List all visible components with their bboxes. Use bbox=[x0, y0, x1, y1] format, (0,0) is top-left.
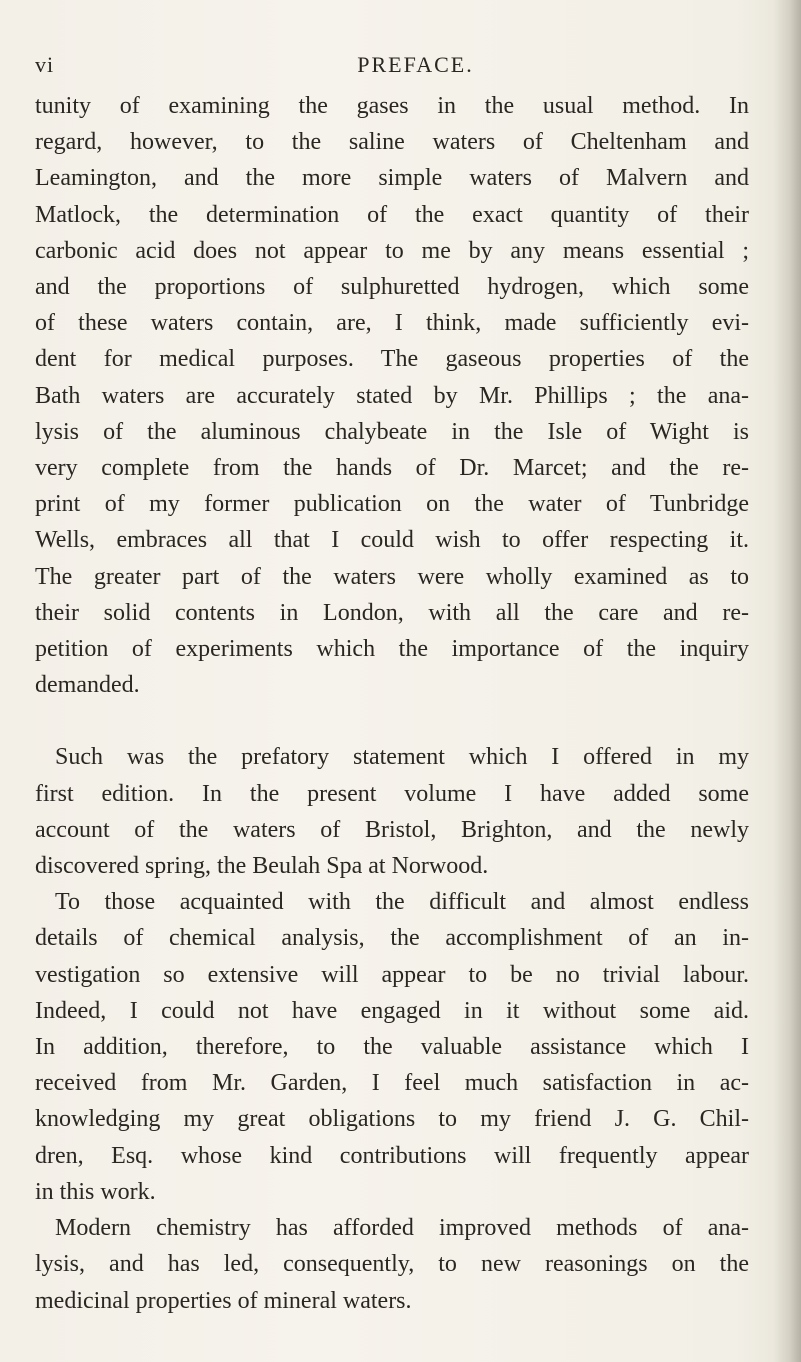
text-line: Modern chemistry has afforded improved methods of ana- bbox=[55, 1215, 749, 1242]
paragraph bbox=[35, 88, 749, 703]
text-line: account of the waters of Bristol, Brighton, and the newly bbox=[35, 816, 749, 843]
text-line: details of chemical analysis, the accomplishment of an in- bbox=[35, 925, 749, 952]
text-line: regard, however, to the saline waters of Cheltenham and bbox=[35, 129, 749, 156]
text-line: and the proportions of sulphuretted hydrogen, which some bbox=[35, 274, 749, 301]
text-line: in this work. bbox=[35, 1178, 156, 1205]
paragraph bbox=[35, 739, 749, 884]
body-text bbox=[35, 88, 749, 1319]
text-line: received from Mr. Garden, I feel much satisfaction in ac- bbox=[35, 1070, 749, 1097]
text-line: medicinal properties of mineral waters. bbox=[35, 1287, 412, 1314]
text-line: Leamington, and the more simple waters of Malvern and bbox=[35, 165, 749, 192]
paragraph bbox=[35, 884, 749, 1210]
running-head: PREFACE. bbox=[357, 52, 474, 77]
text-line: In addition, therefore, to the valuable assistance which I bbox=[35, 1034, 749, 1061]
page-number: vi bbox=[35, 52, 55, 77]
text-line: lysis of the aluminous chalybeate in the Isle of Wight is bbox=[35, 418, 749, 445]
text-line: carbonic acid does not appear to me by any means essential ; bbox=[35, 237, 749, 264]
text-line: first edition. In the present volume I have added some bbox=[35, 780, 749, 807]
page-header bbox=[0, 52, 801, 82]
text-line: very complete from the hands of Dr. Marcet; and the re- bbox=[35, 455, 749, 482]
paragraph bbox=[35, 1210, 749, 1319]
text-line: petition of experiments which the importance of the inquiry bbox=[35, 636, 749, 663]
text-line: Such was the prefatory statement which I offered in my bbox=[55, 744, 749, 771]
text-line: dent for medical purposes. The gaseous properties of the bbox=[35, 346, 749, 373]
text-line: To those acquainted with the difficult and almost endless bbox=[55, 889, 749, 916]
text-line: tunity of examining the gases in the usual method. In bbox=[35, 93, 749, 119]
text-line: their solid contents in London, with all the care and re- bbox=[35, 599, 749, 626]
text-line: dren, Esq. whose kind contributions will frequently appear bbox=[35, 1142, 749, 1169]
text-line: demanded. bbox=[35, 672, 140, 699]
text-line: of these waters contain, are, I think, made sufficiently evi- bbox=[35, 310, 749, 337]
text-line: lysis, and has led, consequently, to new reasonings on the bbox=[35, 1251, 749, 1278]
text-line: vestigation so extensive will appear to be no trivial labour. bbox=[35, 961, 749, 988]
text-line: The greater part of the waters were wholly examined as to bbox=[35, 563, 749, 590]
text-line: discovered spring, the Beulah Spa at Norwood. bbox=[35, 853, 489, 880]
text-line: print of my former publication on the water of Tunbridge bbox=[35, 491, 749, 518]
text-line: Indeed, I could not have engaged in it without some aid. bbox=[35, 997, 749, 1024]
text-line: knowledging my great obligations to my friend J. G. Chil- bbox=[35, 1106, 749, 1133]
text-line: Bath waters are accurately stated by Mr. Phillips ; the ana- bbox=[35, 382, 749, 409]
text-line: Matlock, the determination of the exact quantity of their bbox=[35, 201, 749, 228]
text-line: Wells, embraces all that I could wish to offer respecting it. bbox=[35, 527, 749, 554]
page-edge-shadow bbox=[773, 0, 801, 1362]
paragraph-gap bbox=[35, 703, 749, 739]
